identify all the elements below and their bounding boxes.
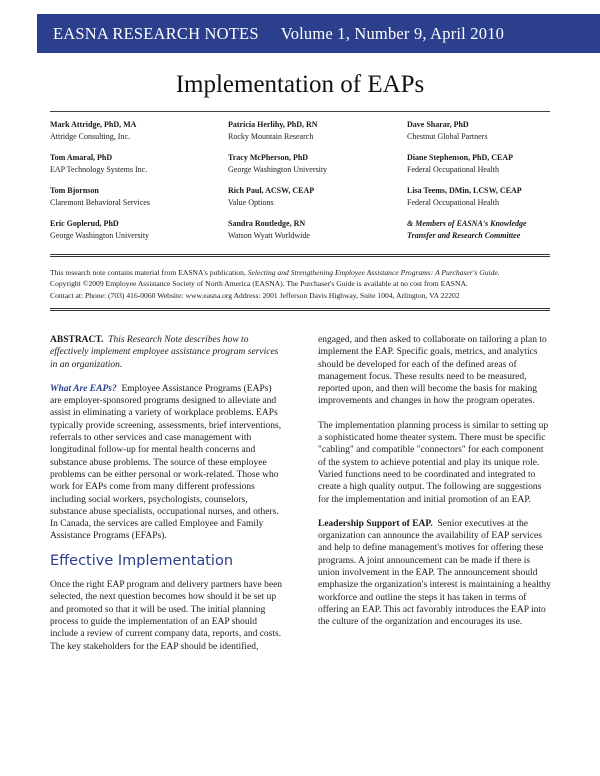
committee-credit xyxy=(407,218,527,241)
author-entry xyxy=(407,119,527,142)
author-name: Eric Goplerud, PhD xyxy=(50,219,119,228)
right-paragraph-1: engaged, and then asked to collaborate on tailoring a plan to implement the EAP. Specific goals, metrics, and analytics should be developed for each of the defined areas of management focus. These results need to be measured, reported upon, and then will become the basis for making improvements and changes in how the program operates. xyxy=(318,335,547,407)
author-entry xyxy=(50,119,150,142)
author-affiliation: Watson Wyatt Worldwide xyxy=(228,230,310,240)
author-affiliation: Value Options xyxy=(228,197,274,207)
author-affiliation: Rocky Mountain Research xyxy=(228,131,314,141)
author-entry xyxy=(407,152,527,175)
author-entry xyxy=(228,152,327,175)
leadership-paragraph xyxy=(318,518,553,629)
publication-notice xyxy=(50,267,550,301)
author-column-3 xyxy=(407,119,527,251)
what-are-eaps-text: Employee Assistance Programs (EAPs) are employer-sponsored programs designed to alleviate and assist in eliminating a variety of workplace problems. EAPs typically provide screening, assessments, brief interventions, referrals to other services and case management with longitudinal follow-up for mental health concerns and substance abuse problems. The source of these employee problems can be either personal or work-related. Those who work for EAPs come from many different professions including social workers, psychologists, counselors, substance abuse specialists, occupational nurses, and others. In Canada, the services are called Employee and Family Assistance Programs (EFAPs). xyxy=(50,383,282,542)
guide-title: Selecting and Strengthening Employee Assistance Programs: A Purchaser's Guide. xyxy=(247,268,500,277)
author-name: Dave Sharar, PhD xyxy=(407,120,469,129)
leadership-label: Leadership Support of EAP. xyxy=(318,518,433,529)
author-name: Patricia Herlihy, PhD, RN xyxy=(228,120,318,129)
divider-authors xyxy=(50,254,550,257)
abstract-label: ABSTRACT. xyxy=(50,335,104,345)
author-name: Lisa Teems, DMin, LCSW, CEAP xyxy=(407,186,522,195)
body-column-left xyxy=(50,334,285,665)
what-are-eaps-label: What Are EAPs? xyxy=(50,383,117,394)
author-name: Diane Stephenson, PhD, CEAP xyxy=(407,153,514,162)
volume-info: Volume 1, Number 9, April 2010 xyxy=(280,24,505,43)
leadership-text: Senior executives at the organization can announce the availability of EAP services and help to define management's motives for offering these programs. A joint announcement can be made if there is union involvement in the EAP. The announcement should emphasize the organization's interest is maintaining a healthy workforce and outline the steps it has taken in terms of offering an EAP. This act favorably introduces the EAP into the culture of the organization and encourages its use. xyxy=(318,518,551,628)
implementation-paragraph: Once the right EAP program and delivery partners have been selected, the next question becomes how should it be set up and promoted so that it will be used. The initial planning process to guide the implementation of an EAP should include a review of current company data, reports, and costs. The key stakeholders for the EAP should be identified, xyxy=(50,580,283,652)
author-name: Tom Bjornson xyxy=(50,186,99,195)
author-affiliation: Attridge Consulting, Inc. xyxy=(50,131,130,141)
author-name: Tom Amaral, PhD xyxy=(50,153,113,162)
author-column-1 xyxy=(50,119,150,251)
abstract-text: This Research Note describes how to effectively implement employee assistance program services in an organization. xyxy=(50,335,279,370)
author-column-2 xyxy=(228,119,327,251)
author-affiliation: George Washington University xyxy=(228,164,328,174)
author-entry xyxy=(50,152,150,175)
author-affiliation: Federal Occupational Health xyxy=(407,164,499,174)
notice-contact: Contact at: Phone: (703) 416-0060 Website: www.easna.org Address: 2001 Jefferson Davis Highway, Suite 1004, Arlington, VA 22202 xyxy=(50,290,460,300)
author-entry xyxy=(228,218,327,241)
author-entry xyxy=(228,185,327,208)
author-entry xyxy=(228,119,327,142)
committee-line-1: & Members of EASNA's Knowledge xyxy=(407,219,527,228)
author-name: Rich Paul, ACSW, CEAP xyxy=(228,186,315,195)
document-title: Implementation of EAPs xyxy=(175,71,425,98)
notice-copyright: Copyright ©2009 Employee Assistance Society of North America (EASNA). The Purchaser's Guide is available at no cost from EASNA. xyxy=(50,279,468,289)
author-entry xyxy=(407,185,527,208)
notice-prefix: This research note contains material from EASNA's publication, xyxy=(50,268,248,277)
author-affiliation: Chestnut Global Partners xyxy=(407,131,488,141)
author-affiliation: EAP Technology Systems Inc. xyxy=(50,164,148,174)
committee-line-2: Transfer and Research Committee xyxy=(407,230,521,240)
author-name: Tracy McPherson, PhD xyxy=(228,153,309,162)
author-name: Mark Attridge, PhD, MA xyxy=(50,120,137,129)
author-affiliation: George Washington University xyxy=(50,230,150,240)
divider-notice xyxy=(50,308,550,311)
body-column-right xyxy=(318,334,553,641)
what-are-eaps-paragraph xyxy=(50,383,285,543)
author-name: Sandra Routledge, RN xyxy=(228,219,306,228)
abstract xyxy=(50,334,285,371)
author-affiliation: Federal Occupational Health xyxy=(407,197,499,207)
author-entry xyxy=(50,185,150,208)
divider-top xyxy=(50,111,550,112)
header-text xyxy=(53,24,504,44)
author-affiliation: Claremont Behavioral Services xyxy=(50,197,150,207)
section-heading: Effective Implementation xyxy=(50,552,234,569)
right-paragraph-2: The implementation planning process is similar to setting up a sophisticated home theater system. There must be specific "cabling" and compatible "connectors" for each component of the system to achieve potential and play its unique role. Varied functions need to be coordinated and integrated to create a high quality output. The following are suggestions for the implementation and initial promotion of an EAP. xyxy=(318,420,549,505)
series-name: EASNA RESEARCH NOTES xyxy=(53,24,259,43)
notice-line-1 xyxy=(50,267,550,278)
author-entry xyxy=(50,218,150,241)
header-banner xyxy=(37,14,600,53)
